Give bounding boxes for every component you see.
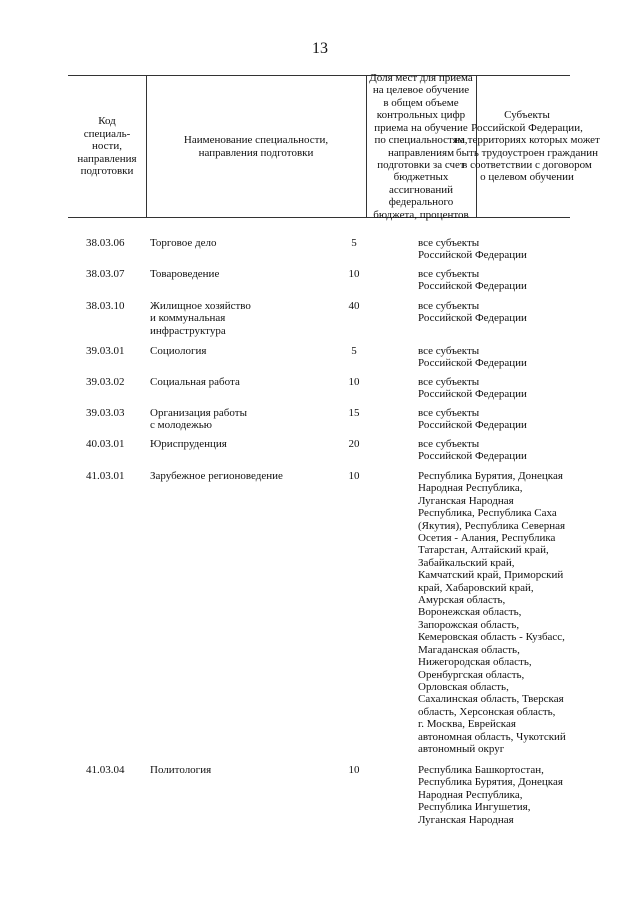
header-code-text [77, 115, 136, 177]
text-line: подготовки за счет [377, 158, 465, 171]
text-line: по специальностям, [374, 134, 468, 147]
text-line: инфраструктура [150, 324, 226, 337]
text-line: Российской Федерации [418, 357, 527, 370]
text-line: Республика Ингушетия, [418, 801, 531, 814]
row-code: 40.03.01 [86, 438, 125, 450]
text-line: Российской Федерации, [471, 121, 583, 134]
text-line: (Якутия), Республика Северная [418, 519, 566, 532]
row-subjects [418, 407, 568, 432]
text-line: все субъекты [418, 300, 480, 312]
text-line: федерального [388, 196, 454, 209]
row-code: 39.03.02 [86, 376, 125, 388]
row-code: 39.03.03 [86, 407, 125, 419]
row-code: 38.03.10 [86, 300, 125, 312]
row-percent: 15 [348, 407, 360, 419]
text-line: Российской Федерации [418, 312, 527, 325]
row-code: 38.03.06 [86, 237, 125, 249]
text-line: с молодежью [150, 419, 212, 432]
text-line: г. Москва, Еврейская [418, 718, 516, 731]
text-line: Доля мест для приема [369, 72, 473, 85]
text-line: автономный округ [418, 742, 505, 755]
text-line: Российской Федерации [418, 450, 527, 463]
header-subjects-text [454, 109, 600, 183]
text-line: все субъекты [418, 345, 480, 357]
text-line: направления [77, 152, 137, 165]
row-percent: 10 [348, 470, 360, 482]
row-name [150, 470, 290, 482]
row-subjects [418, 470, 568, 755]
text-line: направлениям [387, 146, 455, 159]
text-line: Российской Федерации [418, 249, 527, 262]
text-line: Кемеровская область - Кузбасс, [418, 631, 565, 644]
row-name [150, 237, 290, 249]
row-subjects [418, 237, 568, 262]
text-line: ности, [92, 140, 122, 153]
text-line: Магаданская область, [418, 643, 520, 656]
text-line: Торговое дело [150, 237, 217, 249]
text-line: ассигнований [388, 183, 453, 196]
header-name [146, 76, 366, 217]
text-line: Республика, Республика Саха [418, 507, 557, 520]
text-line: Российской Федерации [418, 280, 527, 293]
text-line: край, Хабаровский край, [418, 581, 534, 594]
row-name [150, 376, 290, 388]
text-line: Камчатский край, Приморский [418, 569, 564, 582]
text-line: все субъекты [418, 407, 480, 419]
text-line: Народная Республика, [418, 788, 523, 801]
text-line: Республика Бурятия, Донецкая [418, 470, 563, 482]
text-line: автономная область, Чукотский [418, 730, 566, 743]
text-line: Орловская область, [418, 680, 509, 693]
text-line: Социология [150, 345, 207, 357]
row-percent: 5 [351, 345, 357, 357]
row-percent: 40 [348, 300, 360, 312]
text-line: Народная Республика, [418, 482, 523, 495]
table-header [68, 72, 600, 221]
text-line: Осетия - Алания, Республика [418, 532, 556, 545]
row-subjects [418, 376, 568, 401]
text-line: в общем объеме [383, 96, 459, 109]
row-percent: 10 [348, 764, 360, 776]
text-line: Социальная работа [150, 376, 240, 388]
text-line: приема на обучение [374, 121, 468, 134]
text-line: бюджетных [393, 171, 449, 184]
text-line: на территориях которых может [454, 134, 600, 147]
text-line: все субъекты [418, 268, 480, 280]
text-line: Оренбургская область, [418, 668, 525, 681]
text-line: Луганская Народная [418, 494, 514, 507]
text-line: Зарубежное регионоведение [150, 470, 283, 482]
text-line: Организация работы [150, 407, 247, 419]
row-code: 39.03.01 [86, 345, 125, 357]
text-line: Республика Башкортостан, [418, 764, 544, 776]
text-line: Нижегородская область, [418, 656, 532, 669]
text-line: Воронежская область, [418, 606, 522, 619]
text-line: и коммунальная [150, 312, 226, 325]
row-subjects [418, 345, 568, 370]
text-line: Политология [150, 764, 212, 776]
text-line: подготовки [80, 165, 134, 178]
text-line: Код [98, 115, 116, 128]
text-line: Татарстан, Алтайский край, [418, 544, 549, 557]
row-name [150, 345, 290, 357]
row-name [150, 268, 290, 280]
text-line: контрольных цифр [376, 109, 466, 122]
text-line: Наименование специальности, [183, 134, 329, 147]
text-line: в соответствии с договором [462, 158, 592, 171]
row-subjects [418, 268, 568, 293]
header-code [68, 76, 146, 217]
text-line: Жилищное хозяйство [150, 300, 251, 312]
page-number: 13 [312, 40, 328, 57]
text-line: Амурская область, [418, 594, 506, 607]
text-line: на целевое обучение [372, 84, 470, 97]
text-line: Юриспруденция [150, 438, 227, 450]
text-line: быть трудоустроен гражданин [456, 146, 598, 159]
text-line: Российской Федерации [418, 419, 527, 432]
text-line: все субъекты [418, 237, 480, 249]
row-subjects [418, 764, 568, 826]
row-code: 41.03.04 [86, 764, 125, 776]
text-line: бюджета, процентов [373, 208, 469, 221]
text-line: Запорожская область, [418, 618, 520, 631]
text-line: Луганская Народная [418, 813, 514, 826]
text-line: Субъекты [504, 109, 550, 122]
row-percent: 10 [348, 268, 360, 280]
text-line: область, Херсонская область, [418, 705, 556, 718]
text-line: все субъекты [418, 376, 480, 388]
row-name [150, 300, 290, 337]
text-line: Товароведение [150, 268, 220, 280]
text-line: все субъекты [418, 438, 480, 450]
row-percent: 5 [351, 237, 357, 249]
row-subjects [418, 300, 568, 325]
row-code: 41.03.01 [86, 470, 125, 482]
row-subjects [418, 438, 568, 463]
header-name-text [181, 134, 331, 159]
row-code: 38.03.07 [86, 268, 125, 280]
row-name [150, 407, 290, 432]
text-line: Забайкальский край, [418, 556, 515, 569]
text-line: Российской Федерации [418, 388, 527, 401]
text-line: Республика Бурятия, Донецкая [418, 776, 563, 789]
text-line: о целевом обучении [480, 171, 574, 184]
row-percent: 20 [348, 438, 360, 450]
text-line: Сахалинская область, Тверская [418, 693, 564, 706]
text-line: направления подготовки [198, 146, 314, 159]
text-line: специаль- [83, 127, 131, 140]
row-percent: 10 [348, 376, 360, 388]
header-subjects [454, 76, 600, 217]
row-name [150, 764, 290, 776]
row-name [150, 438, 290, 450]
